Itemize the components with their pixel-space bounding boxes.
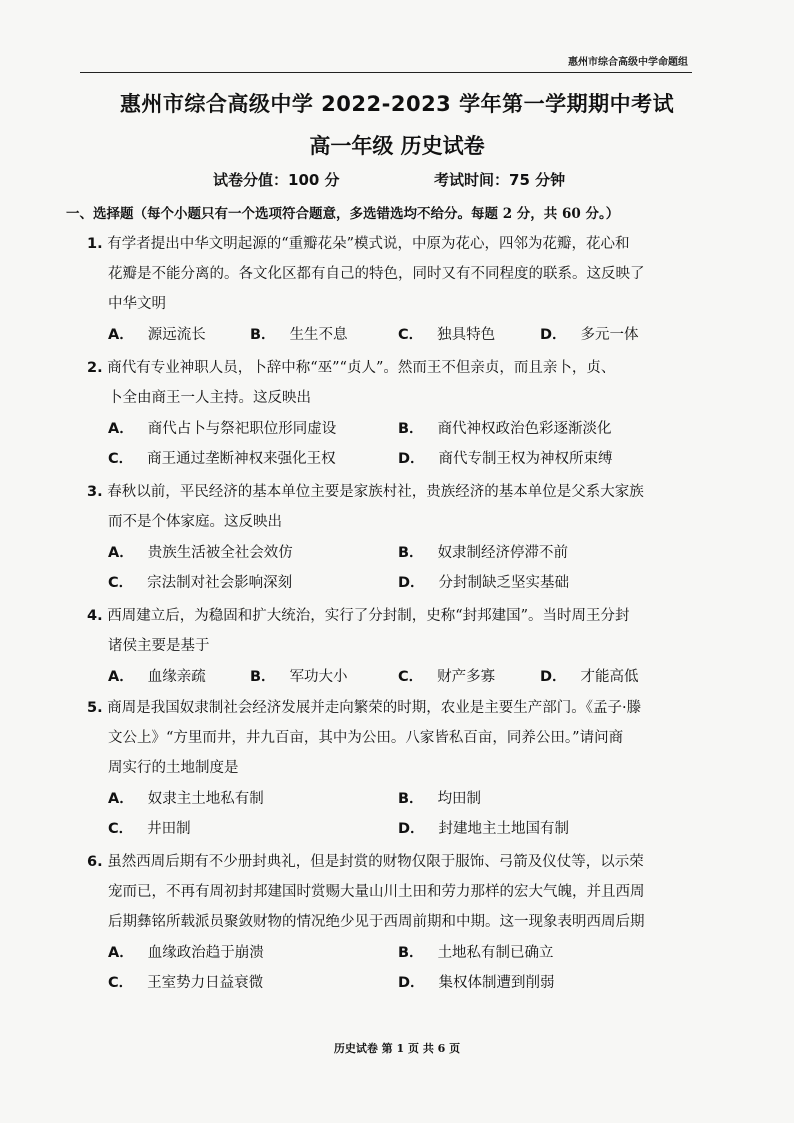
option-letter: C．	[398, 669, 424, 685]
option-text: 商代专制王权为神权所束缚	[438, 451, 613, 467]
option-letter: D．	[540, 327, 567, 343]
option-text: 军功大小	[289, 669, 348, 685]
question-line: 后期彝铭所载派员聚敛财物的情况绝少见于西周前期和中期。这一现象表明西周后期	[108, 914, 645, 930]
option-text: 商代神权政治色彩逐渐淡化	[437, 421, 612, 437]
option-d	[398, 444, 613, 474]
question-number: 1.	[87, 236, 103, 252]
option-b	[398, 414, 612, 444]
header-rule	[80, 72, 692, 73]
question-number: 3.	[87, 484, 103, 500]
option-text: 源远流长	[147, 327, 206, 343]
option-letter: D．	[398, 821, 425, 837]
question-line: 而不是个体家庭。这反映出	[108, 514, 282, 530]
question-number: 5.	[87, 700, 103, 716]
option-a	[108, 784, 264, 814]
option-text: 王室势力日益衰微	[147, 975, 264, 991]
question-line: 文公上》“方里而井，井九百亩，其中为公田。八家皆私百亩，同养公田。”请问商	[108, 730, 624, 746]
page-footer: 历史试卷 第 1 页 共 6 页	[333, 1042, 461, 1055]
option-d	[398, 814, 569, 844]
option-text: 商王通过垄断神权来强化王权	[147, 451, 336, 467]
option-letter: C．	[108, 451, 134, 467]
option-letter: B．	[250, 327, 276, 343]
option-a	[108, 414, 336, 444]
option-letter: C．	[108, 975, 134, 991]
question-text: 商代有专业神职人员，卜辞中称“巫”“贞人”。然而王不但亲贞，而且亲卜，贞、	[107, 360, 616, 376]
option-d	[398, 568, 569, 598]
question-line: 周实行的土地制度是	[108, 760, 239, 776]
option-letter: C．	[108, 575, 134, 591]
option-d	[540, 320, 639, 350]
option-text: 均田制	[437, 791, 482, 807]
option-text: 土地私有制已确立	[437, 945, 554, 961]
question-line	[87, 601, 630, 631]
question-text: 商周是我国奴隶制社会经济发展并走向繁荣的时期，农业是主要生产部门。《孟子·滕	[107, 700, 642, 716]
option-text: 封建地主土地国有制	[438, 821, 570, 837]
option-a	[108, 320, 206, 350]
option-text: 才能高低	[580, 669, 639, 685]
option-text: 血缘亲疏	[147, 669, 206, 685]
exam-title: 惠州市综合高级中学 2022-2023 学年第一学期期中考试	[119, 92, 675, 116]
question-text: 春秋以前，平民经济的基本单位主要是家族村社，贵族经济的基本单位是父系大家族	[107, 484, 644, 500]
option-letter: A．	[108, 945, 134, 961]
option-text: 集权体制遭到削弱	[438, 975, 555, 991]
option-letter: A．	[108, 327, 134, 343]
option-c	[398, 662, 495, 692]
exam-time: 考试时间：75 分钟	[434, 171, 566, 189]
option-letter: B．	[250, 669, 276, 685]
question-line: 诸侯主要是基于	[108, 638, 210, 654]
option-c	[108, 968, 263, 998]
question-line	[87, 693, 641, 723]
option-a	[108, 662, 206, 692]
option-c	[108, 444, 336, 474]
option-text: 贵族生活被全社会效仿	[147, 545, 293, 561]
question-line: 卜全由商王一人主持。这反映出	[108, 390, 311, 406]
option-b	[250, 320, 348, 350]
exam-score: 试卷分值：100 分	[213, 171, 340, 189]
option-text: 多元一体	[580, 327, 639, 343]
question-line: 中华文明	[108, 296, 166, 312]
question-text: 虽然西周后期有不少册封典礼，但是封赏的财物仅限于服饰、弓箭及仪仗等，以示荣	[107, 854, 644, 870]
option-d	[398, 968, 555, 998]
question-line	[87, 847, 644, 877]
question-text: 有学者提出中华文明起源的“重瓣花朵”模式说，中原为花心，四邻为花瓣，花心和	[107, 236, 630, 252]
question-number: 6.	[87, 854, 103, 870]
option-letter: D．	[398, 975, 425, 991]
question-line	[87, 477, 644, 507]
option-letter: B．	[398, 421, 424, 437]
exam-subtitle: 高一年级 历史试卷	[309, 134, 485, 158]
question-number: 2.	[87, 360, 103, 376]
option-d	[540, 662, 639, 692]
option-letter: A．	[108, 545, 134, 561]
option-letter: D．	[398, 575, 425, 591]
question-text: 西周建立后，为稳固和扩大统治，实行了分封制，史称“封邦建国”。当时周王分封	[107, 608, 630, 624]
option-b	[250, 662, 348, 692]
section-heading: 一、选择题（每个小题只有一个选项符合题意，多选错选均不给分。每题 2 分，共 60 分。）	[66, 206, 620, 222]
option-letter: A．	[108, 421, 134, 437]
question-line	[87, 353, 615, 383]
option-text: 独具特色	[437, 327, 496, 343]
option-c	[108, 568, 292, 598]
option-letter: C．	[108, 821, 134, 837]
option-text: 商代占卜与祭祀职位形同虚设	[147, 421, 337, 437]
option-c	[398, 320, 495, 350]
option-text: 分封制缺乏坚实基础	[438, 575, 570, 591]
option-text: 井田制	[147, 821, 191, 837]
question-line	[87, 229, 630, 259]
option-letter: D．	[398, 451, 425, 467]
option-c	[108, 814, 191, 844]
option-b	[398, 938, 554, 968]
option-text: 奴隶制经济停滞不前	[437, 545, 569, 561]
option-letter: D．	[540, 669, 567, 685]
option-text: 奴隶主土地私有制	[147, 791, 264, 807]
option-b	[398, 538, 568, 568]
option-a	[108, 538, 293, 568]
option-letter: A．	[108, 791, 134, 807]
option-text: 血缘政治趋于崩溃	[147, 945, 264, 961]
option-a	[108, 938, 264, 968]
option-letter: B．	[398, 945, 424, 961]
option-letter: C．	[398, 327, 424, 343]
option-text: 财产多寡	[437, 669, 496, 685]
question-line: 花瓣是不能分离的。各文化区都有自己的特色，同时又有不同程度的联系。这反映了	[108, 266, 645, 282]
header-note: 惠州市综合高级中学命题组	[568, 57, 688, 68]
question-line: 宠而已，不再有周初封邦建国时赏赐大量山川土田和劳力那样的宏大气魄，并且西周	[108, 884, 645, 900]
option-letter: A．	[108, 669, 134, 685]
question-number: 4.	[87, 608, 103, 624]
option-letter: B．	[398, 791, 424, 807]
option-b	[398, 784, 481, 814]
option-text: 宗法制对社会影响深刻	[147, 575, 293, 591]
option-text: 生生不息	[289, 327, 348, 343]
option-letter: B．	[398, 545, 424, 561]
